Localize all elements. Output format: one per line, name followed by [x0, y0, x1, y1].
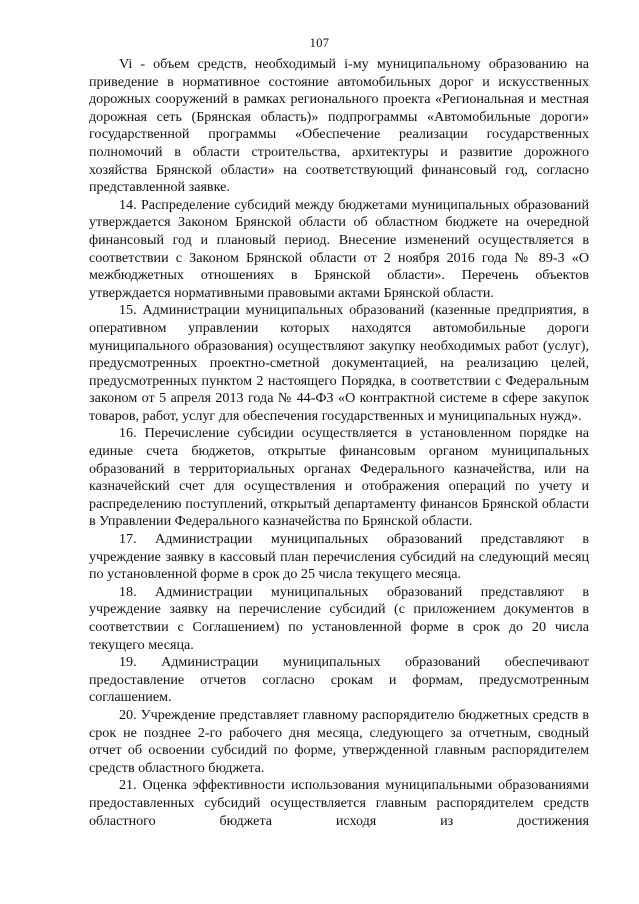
paragraph-17: 17. Администрации муниципальных образований представляют в учреждение заявку в кассовый план перечисления субсидий на следующий месяц по установленной форме в срок до 25 числа текущего месяца.	[89, 531, 589, 583]
document-body	[89, 56, 589, 830]
paragraph-18: 18. Администрации муниципальных образований представляют в учреждение заявку на перечисление субсидий (с приложением документов в соответствии с Соглашением) по установленной форме в срок до 20 числа текущего месяца.	[89, 583, 589, 653]
paragraph-20: 20. Учреждение представляет главному распорядителю бюджетных средств в срок не позднее 2-го рабочего дня месяца, следующего за отчетным, сводный отчет об освоении субсидий по форме, утвержденной главным распорядителем средств областного бюджета.	[89, 706, 589, 776]
paragraph-16: 16. Перечисление субсидии осуществляется в установленном порядке на единые счета бюджетов, открытые финансовым органом муниципальных образований в территориальных органах Федерального казначейства, или на казначейский счет для осуществления и отображения операций по учету и распределению поступлений, открытый департаменту финансов Брянской области в Управлении Федерального казначейства по Брянской области.	[89, 425, 589, 530]
paragraph-vi-definition: Vi - объем средств, необходимый i-му муниципальному образованию на приведение в нормативное состояние автомобильных дорог и искусственных дорожных сооружений в рамках регионального проекта «Региональная и местная дорожная сеть (Брянская область)» подпрограммы «Автомобильные дороги» государственной программы «Обеспечение реализации государственных полномочий в области строительства, архитектуры и развитие дорожного хозяйства Брянской области» на соответствующий финансовый год, согласно представленной заявке.	[89, 56, 589, 196]
paragraph-15: 15. Администрации муниципальных образований (казенные предприятия, в оперативном управлении которых находятся автомобильные дороги муниципального образования) осуществляют закупку необходимых работ (услуг), предусмотренных проектно-сметной документацией, на реализацию целей, предусмотренных пунктом 2 настоящего Порядка, в соответствии с Федеральным законом от 5 апреля 2013 года № 44-ФЗ «О контрактной системе в сфере закупок товаров, работ, услуг для обеспечения государственных и муниципальных нужд».	[89, 302, 589, 424]
paragraph-21: 21. Оценка эффективности использования муниципальными образованиями предоставленных субсидий осуществляется главным распорядителем средств областного бюджета исходя из достижения	[89, 777, 589, 829]
page-number: 107	[309, 36, 330, 50]
paragraph-14: 14. Распределение субсидий между бюджетами муниципальных образований утверждается Законом Брянской области об областном бюджете на очередной финансовый год и плановый период. Внесение изменений осуществляется в соответствии с Законом Брянской области от 2 ноября 2016 года № 89-З «О межбюджетных отношениях в Брянской области». Перечень объектов утверждается нормативными правовыми актами Брянской области.	[89, 196, 589, 301]
paragraph-19: 19. Администрации муниципальных образований обеспечивают предоставление отчетов согласно срокам и формам, предусмотренным соглашением.	[89, 654, 589, 706]
